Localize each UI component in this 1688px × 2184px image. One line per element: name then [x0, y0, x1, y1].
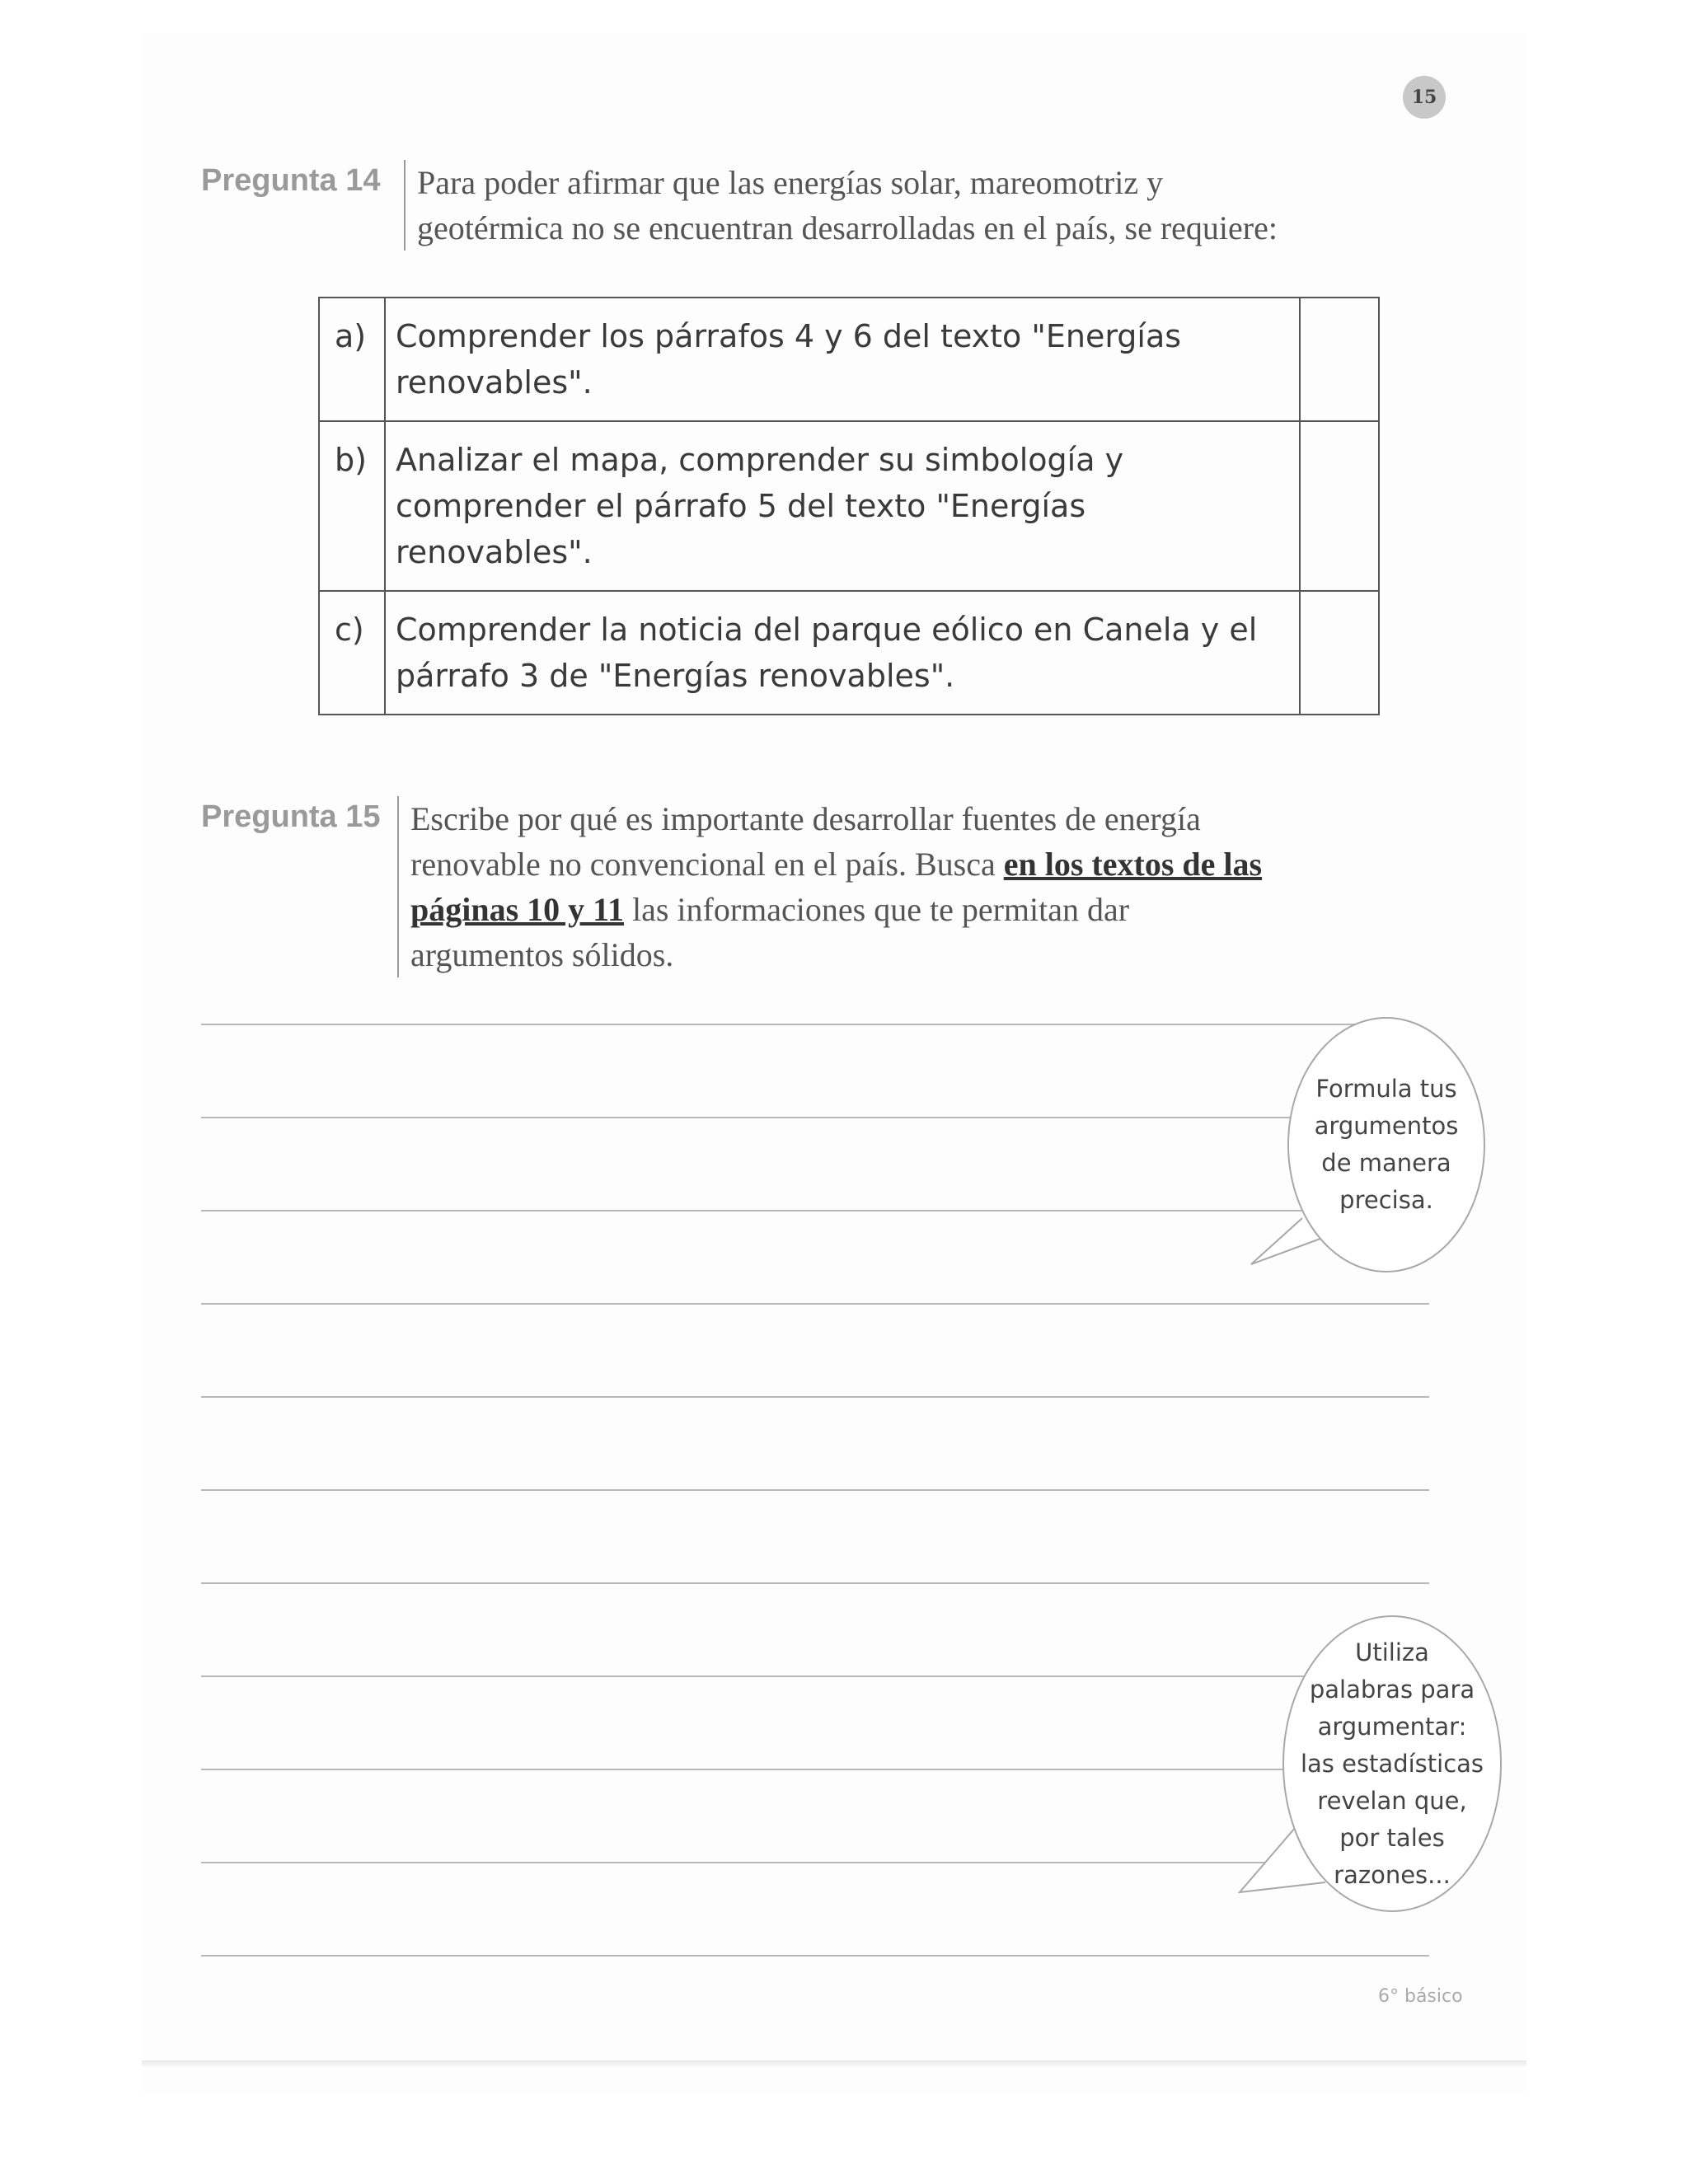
option-text — [385, 298, 1300, 421]
tip-bubble-line: precisa. — [1339, 1186, 1433, 1214]
answer-writing-line[interactable] — [201, 1675, 1372, 1677]
tip-bubble-line: las estadísticas — [1300, 1749, 1484, 1778]
tip-bubble-line: argumentos — [1314, 1112, 1459, 1140]
question-15-line — [410, 887, 1416, 932]
option-text-line: Comprender los párrafos 4 y 6 del texto "Energías — [396, 318, 1182, 354]
answer-writing-line[interactable] — [201, 1303, 1429, 1305]
tip-bubble-text — [1315, 1071, 1459, 1219]
answer-writing-line[interactable] — [201, 1117, 1372, 1118]
option-text-line: comprender el párrafo 5 del texto "Energías renovables". — [396, 488, 1086, 570]
question-15-line: argumentos sólidos. — [410, 936, 674, 973]
question-15-line — [410, 841, 1416, 887]
question-15-text-run: renovable no convencional en el país. Busca — [410, 846, 1004, 883]
option-text-line: Analizar el mapa, comprender su simbología y — [396, 442, 1124, 478]
question-14-label: Pregunta 14 — [201, 163, 381, 198]
page-bottom-edge — [142, 2060, 1526, 2069]
answer-writing-line[interactable] — [201, 1769, 1372, 1770]
tip-bubble-line: por tales — [1339, 1823, 1445, 1852]
option-text — [385, 421, 1300, 591]
question-14-line: Para poder afirmar que las energías solar, mareomotriz y — [417, 164, 1164, 201]
option-row-c — [319, 591, 1379, 715]
option-text-line: Comprender la noticia del parque eólico en Canela y el — [396, 612, 1258, 648]
answer-options-table — [318, 297, 1380, 715]
tip-bubble-line: revelan que, — [1317, 1786, 1467, 1815]
question-15-text — [397, 796, 1416, 977]
answer-writing-line[interactable] — [201, 1396, 1429, 1398]
question-15-label: Pregunta 15 — [201, 799, 381, 834]
option-letter: b) — [319, 421, 385, 591]
tip-bubble-line: razones... — [1334, 1860, 1451, 1889]
option-row-a — [319, 298, 1379, 421]
answer-writing-line[interactable] — [201, 1955, 1429, 1957]
option-row-b — [319, 421, 1379, 591]
question-15-line: Escribe por qué es importante desarrollar fuentes de energía — [410, 800, 1201, 837]
tip-bubble-text — [1301, 1634, 1484, 1894]
page-reference-link: páginas 10 y 11 — [410, 891, 624, 928]
page-number: 15 — [1403, 76, 1446, 119]
option-text-line: párrafo 3 de "Energías renovables". — [396, 658, 955, 694]
answer-writing-line[interactable] — [201, 1582, 1429, 1584]
tip-bubble-line: palabras para — [1309, 1675, 1475, 1704]
answer-writing-line[interactable] — [201, 1210, 1372, 1212]
tip-bubble-line: argumentar: — [1317, 1712, 1467, 1741]
tip-bubble-line: Formula tus — [1315, 1075, 1457, 1103]
option-text — [385, 591, 1300, 715]
option-letter: c) — [319, 591, 385, 715]
question-14-text — [404, 160, 1406, 251]
answer-writing-line[interactable] — [201, 1024, 1372, 1025]
option-text-line: renovables". — [396, 364, 593, 401]
option-answer-box[interactable] — [1300, 421, 1379, 591]
answer-writing-line[interactable] — [201, 1862, 1372, 1863]
option-letter: a) — [319, 298, 385, 421]
grade-footer: 6° básico — [1378, 1986, 1463, 2007]
tip-bubble-line: Utiliza — [1355, 1638, 1429, 1666]
option-answer-box[interactable] — [1300, 591, 1379, 715]
question-15-text-run: las informaciones que te permitan dar — [623, 891, 1130, 928]
page-reference-link: en los textos de las — [1003, 846, 1263, 883]
tip-bubble-argument-words — [1282, 1615, 1502, 1912]
answer-writing-line[interactable] — [201, 1489, 1429, 1491]
tip-bubble-precision — [1287, 1017, 1485, 1272]
tip-bubble-line: de manera — [1321, 1149, 1451, 1177]
option-answer-box[interactable] — [1300, 298, 1379, 421]
question-14-line: geotérmica no se encuentran desarrolladas en el país, se requiere: — [417, 209, 1278, 246]
